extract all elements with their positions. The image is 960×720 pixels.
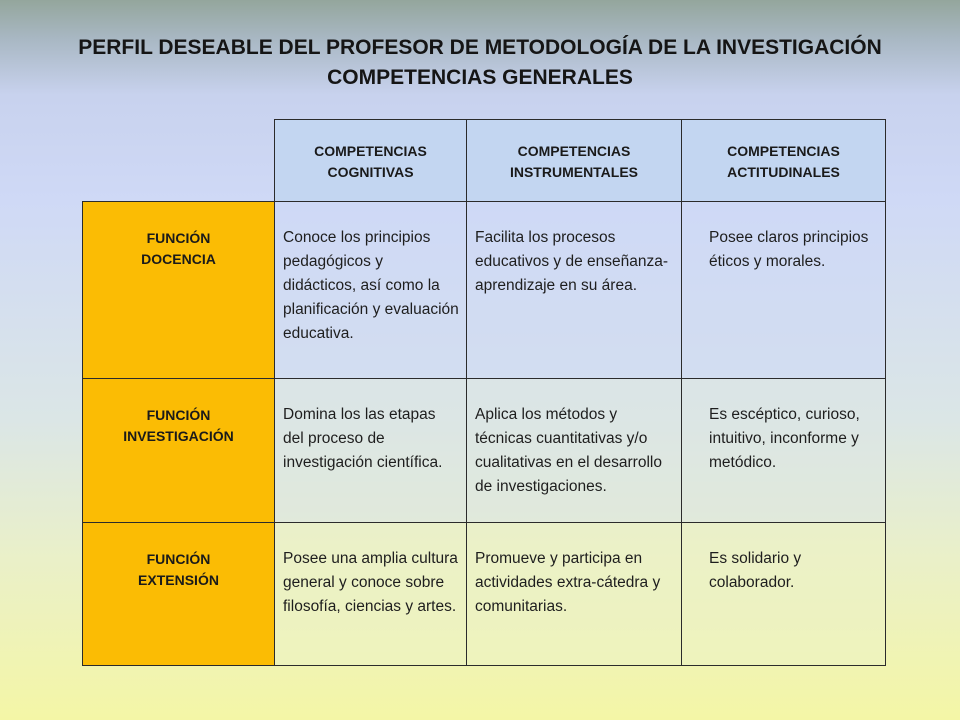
header-cognitivas [274,119,466,201]
header-line: COMPETENCIAS [727,142,840,159]
header-line: COMPETENCIAS [517,142,631,159]
title-line-2: COMPETENCIAS GENERALES [327,66,633,89]
table-cell: Es solidario y colaborador. [681,522,886,666]
table-cell: Es escéptico, curioso, intuitivo, inconforme y metódico. [681,378,886,522]
table-cell: Promueve y participa en actividades extra-cátedra y comunitarias. [466,522,681,666]
header-instrumentales [466,119,681,201]
table-cell: Conoce los principios pedagógicos y didácticos, así como la planificación y evaluación educativa. [274,201,466,378]
table-cell: Posee claros principios éticos y morales. [681,201,886,378]
row-label-line: FUNCIÓN [146,230,211,246]
header-line: ACTITUDINALES [727,163,840,180]
table-cell: Facilita los procesos educativos y de enseñanza-aprendizaje en su área. [466,201,681,378]
row-label-line: EXTENSIÓN [138,572,219,588]
title-line-1: PERFIL DESEABLE DEL PROFESOR DE METODOLOGÍA DE LA INVESTIGACIÓN [78,36,882,59]
table-cell: Aplica los métodos y técnicas cuantitativas y/o cualitativas en el desarrollo de investigaciones. [466,378,681,522]
header-line: INSTRUMENTALES [509,163,639,180]
row-label-line: INVESTIGACIÓN [123,428,234,444]
table-cell: Posee una amplia cultura general y conoce sobre filosofía, ciencias y artes. [274,522,466,666]
row-label-docencia [82,201,274,378]
row-label-line: DOCENCIA [141,251,216,267]
competencies-table [82,119,886,666]
header-line: COMPETENCIAS [314,142,427,159]
row-label-line: FUNCIÓN [146,551,211,567]
table-corner-empty [82,119,274,201]
page-title [0,33,960,93]
header-line: COGNITIVAS [327,163,414,180]
row-label-investigacion [82,378,274,522]
row-label-extension [82,522,274,666]
row-label-line: FUNCIÓN [146,407,211,423]
table-cell: Domina los las etapas del proceso de investigación científica. [274,378,466,522]
header-actitudinales [681,119,886,201]
